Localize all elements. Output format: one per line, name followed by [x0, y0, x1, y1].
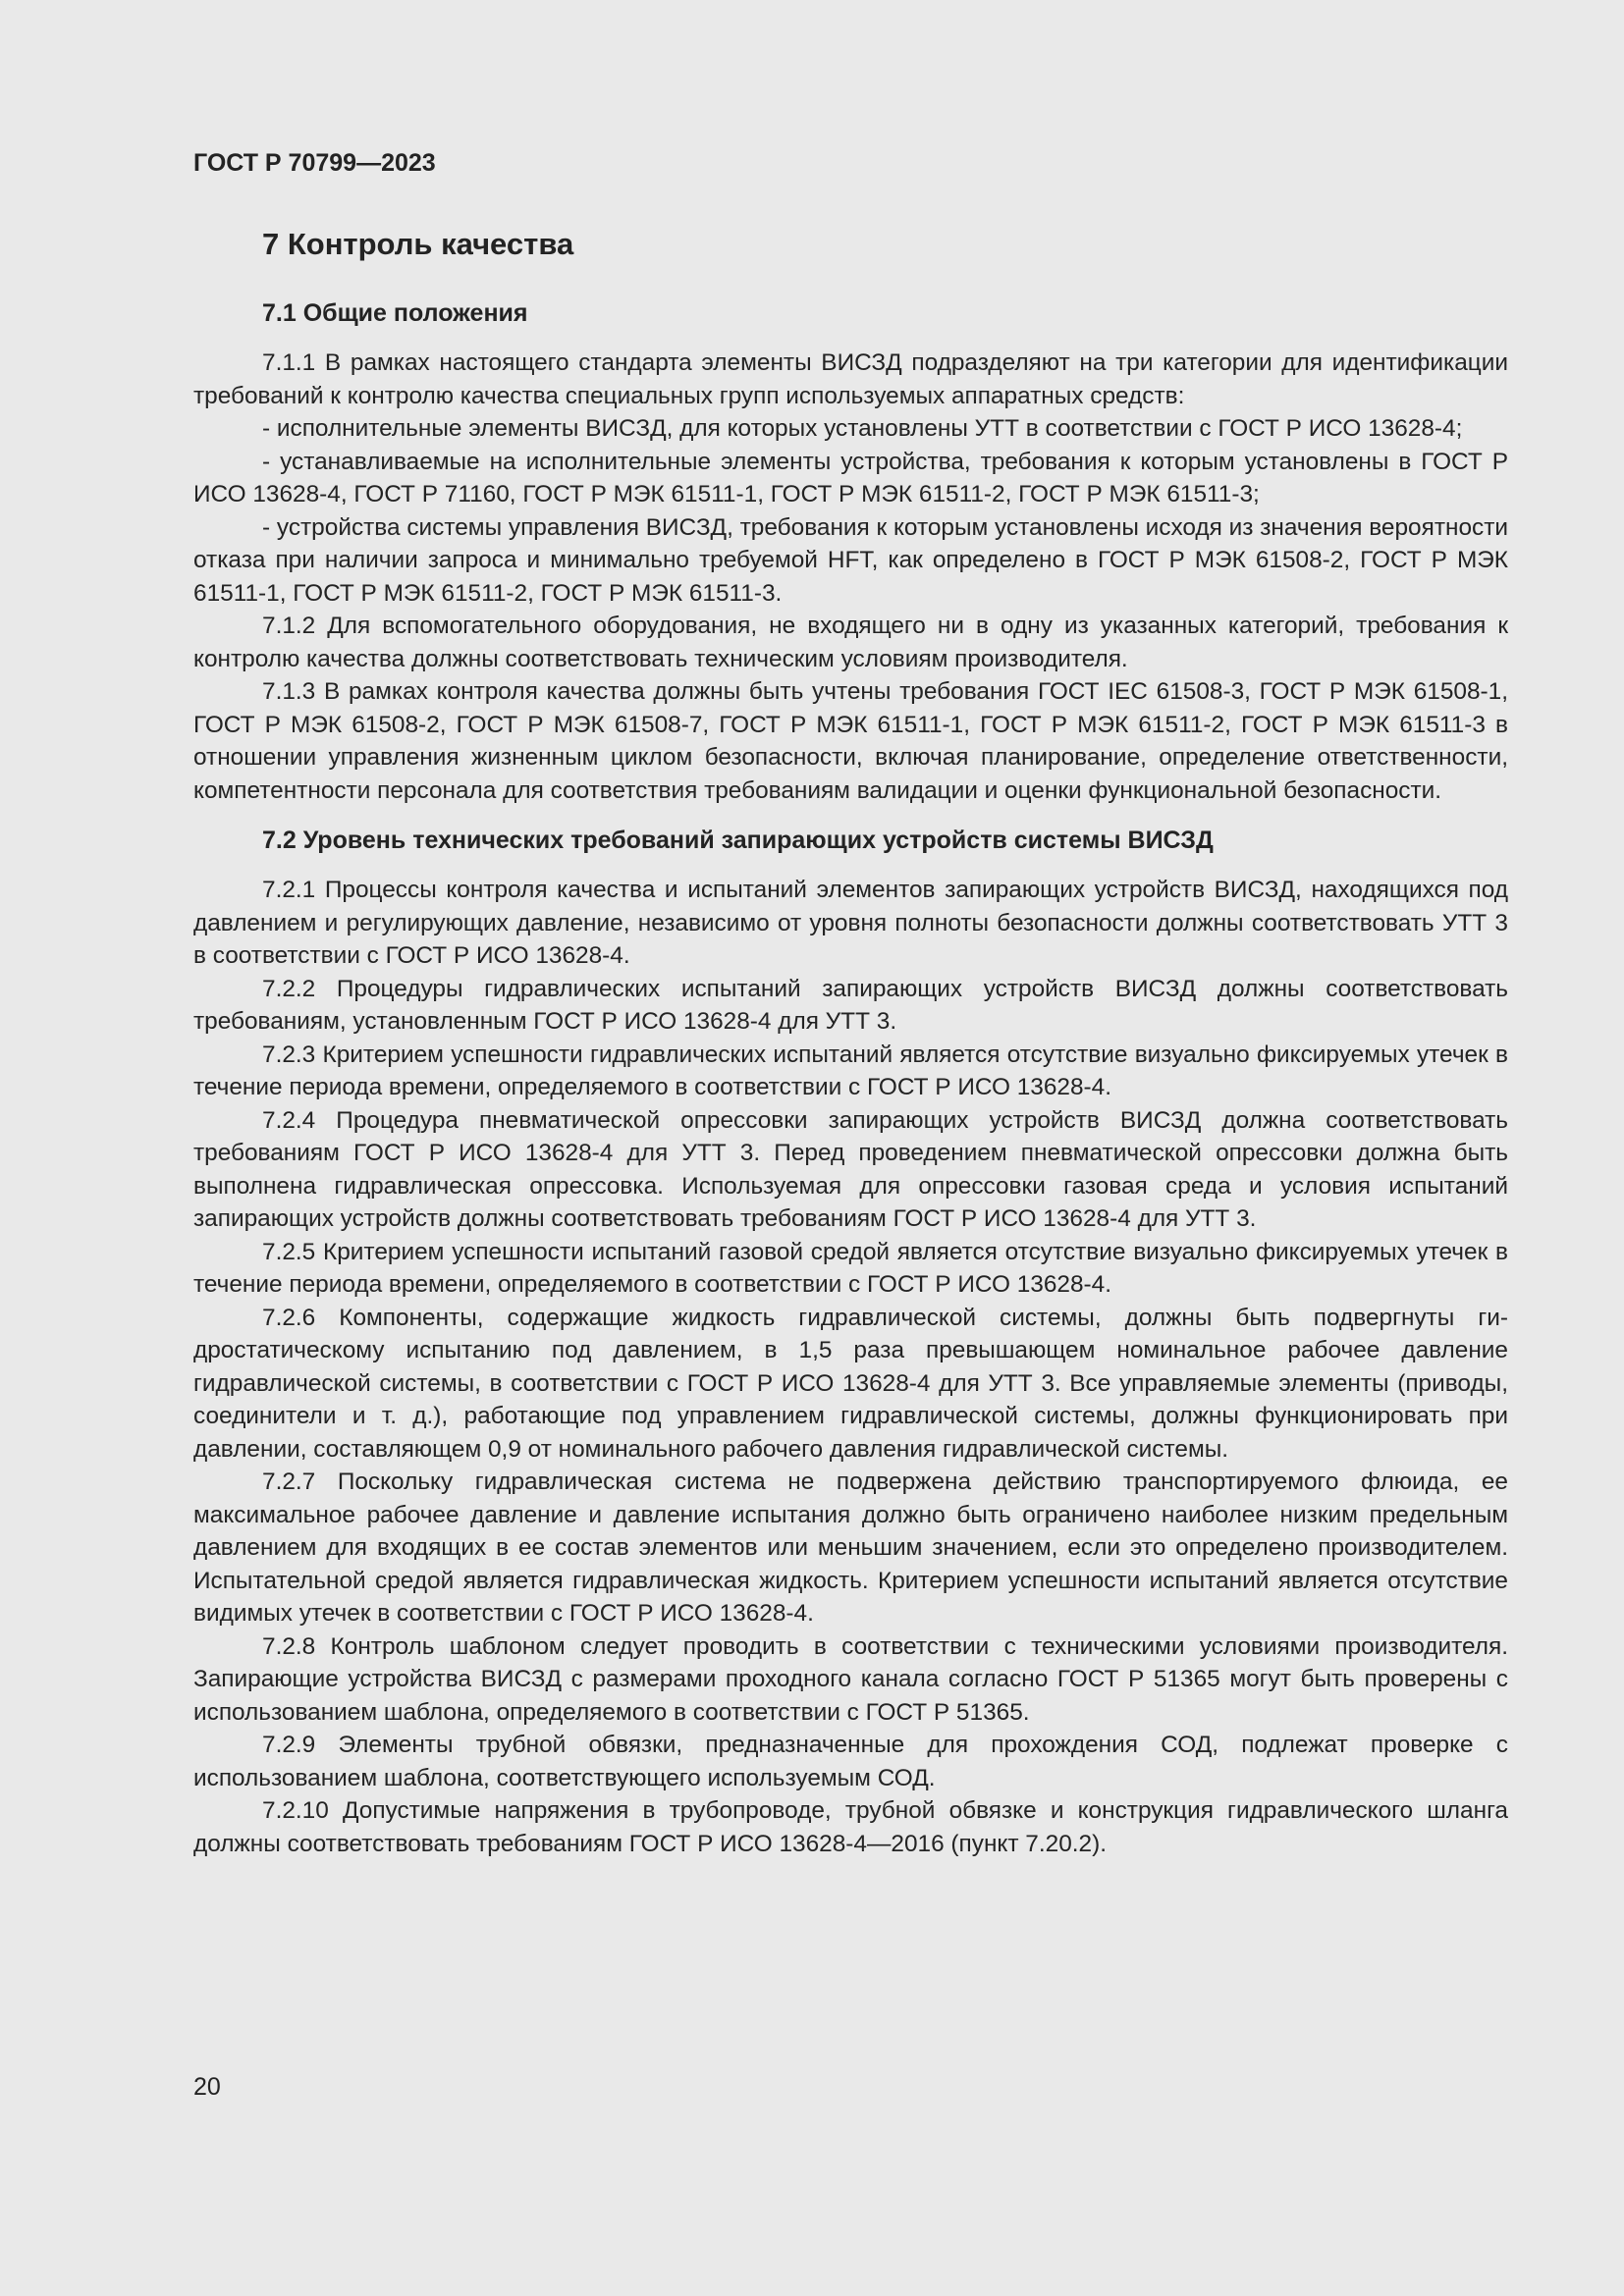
document-code-header: ГОСТ Р 70799—2023 [193, 149, 436, 177]
paragraph-7-2-7: 7.2.7 Поскольку гидравлическая система не подвержена действию транспортируемого флюида, ее максимальное рабочее давление и давление испытания должно быть ограничено наиболее низким предельным давлением для входящих в ее состав элементов или меньшим значением, если это определено производителем. Испытательной средой является гидравлическая жидкость. Критерием успешности испытаний является отсутствие видимых утечек в соответствии с ГОСТ Р ИСО 13628-4. [193, 1468, 1508, 1627]
paragraph-7-2-10: 7.2.10 Допустимые напряжения в трубопроводе, трубной обвязке и конструкция гидравлического шланга должны соответствовать требованиям ГОСТ Р ИСО 13628-4—2016 (пункт 7.20.2). [193, 1797, 1508, 1857]
section-title: 7 Контроль качества [262, 227, 574, 261]
subsection-title-7-1: 7.1 Общие положения [262, 299, 528, 327]
page-number: 20 [193, 2073, 221, 2101]
paragraph-7-1-2: 7.1.2 Для вспомогательного оборудования, не входящего ни в одну из указанных категорий, требования к контролю качества должны соответствовать техническим условиям производителя. [193, 613, 1508, 672]
paragraph-7-2-1: 7.2.1 Процессы контроля качества и испытаний элементов запирающих устройств ВИСЗД, находящихся под давлением и регулирующих давление, независимо от уровня полноты безопасности должны соответствовать УТТ 3 в соответствии с ГОСТ Р ИСО 13628-4. [193, 877, 1508, 969]
page-content [193, 221, 1508, 1860]
paragraph-7-2-2: 7.2.2 Процедуры гидравлических испытаний запирающих устройств ВИСЗД должны соответствовать требованиям, установленным ГОСТ Р ИСО 13628-4 для УТТ 3. [193, 975, 1508, 1035]
paragraph-7-2-9: 7.2.9 Элементы трубной обвязки, предназначенные для прохождения СОД, подлежат проверке с использованием шаблона, соответствующего используемым СОД. [193, 1732, 1508, 1791]
list-item-control-devices: - устройства системы управления ВИСЗД, требования к которым установлены исходя из значения вероятности отказа при наличии запроса и минимально требуемой HFT, как определено в ГОСТ Р МЭК 61508-2, ГОСТ Р МЭК 61511-1, ГОСТ Р МЭК 61511-2, ГОСТ Р МЭК 61511-3. [193, 513, 1509, 607]
list-item-installed-devices: - устанавливаемые на исполнительные элементы устройства, требования к которым установлены в ГОСТ Р ИСО 13628-4, ГОСТ Р 71160, ГОСТ Р МЭК 61511-1, ГОСТ Р МЭК 61511-2, ГОСТ Р МЭК 61511-3; [193, 448, 1508, 507]
paragraph-7-2-5: 7.2.5 Критерием успешности испытаний газовой средой является отсутствие визуально фиксируемых утечек в течение периода времени, определяемого в соответствии с ГОСТ Р ИСО 13628-4. [193, 1238, 1508, 1298]
paragraph-7-2-3: 7.2.3 Критерием успешности гидравлических испытаний является отсутствие визуально фиксируемых утечек в течение периода времени, определяемого в соответствии с ГОСТ Р ИСО 13628-4. [193, 1041, 1508, 1100]
paragraph-7-2-8: 7.2.8 Контроль шаблоном следует проводить в соответствии с техническими условиями производителя. Запирающие устройства ВИСЗД с размерами проходного канала согласно ГОСТ Р 51365 могут быть проверены с использованием шаблона, определяемого в соответствии с ГОСТ Р 51365. [193, 1632, 1508, 1726]
paragraph-7-2-6: 7.2.6 Компоненты, содержащие жидкость гидравлической системы, должны быть подвергнуты гидростатическому испытанию под давлением, в 1,5 раза превышающем номинальное рабочее давление гидравлической системы, в соответствии с ГОСТ Р ИСО 13628-4 для УТТ 3. Все управляемые элементы (приводы, соединители и т. д.), работающие под управлением гидравлической системы, должны функционировать при давлении, составляющем 0,9 от номинального рабочего давления гидравлической системы. [193, 1304, 1508, 1463]
subsection-title-7-2: 7.2 Уровень технических требований запирающих устройств системы ВИСЗД [262, 827, 1214, 854]
paragraph-7-1-1: 7.1.1 В рамках настоящего стандарта элементы ВИСЗД подразделяют на три категории для идентификации требований к контролю качества специальных групп используемых аппаратных средств: [193, 349, 1508, 409]
paragraph-7-1-3: 7.1.3 В рамках контроля качества должны быть учтены требования ГОСТ IEC 61508-3, ГОСТ Р МЭК 61508-1, ГОСТ Р МЭК 61508-2, ГОСТ Р МЭК 61508-7, ГОСТ Р МЭК 61511-1, ГОСТ Р МЭК 61511-2, ГОСТ Р МЭК 61511-3 в отношении управления жизненным циклом безопасности, включая планирование, определение ответственности, компетентности персонала для соответствия требованиям валидации и оценки функциональной безопасности. [193, 678, 1508, 804]
paragraph-7-2-4: 7.2.4 Процедура пневматической опрессовки запирающих устройств ВИСЗД должна соответствовать требованиям ГОСТ Р ИСО 13628-4 для УТТ 3. Перед проведением пневматической опрессовки должна быть выполнена гидравлическая опрессовка. Используемая для опрессовки газовая среда и условия испытаний запирающих устройств должны соответствовать требованиям ГОСТ Р ИСО 13628-4 для УТТ 3. [193, 1106, 1508, 1232]
list-item-executive-elements: - исполнительные элементы ВИСЗД, для которых установлены УТТ в соответствии с ГОСТ Р ИСО 13628-4; [262, 415, 1463, 442]
